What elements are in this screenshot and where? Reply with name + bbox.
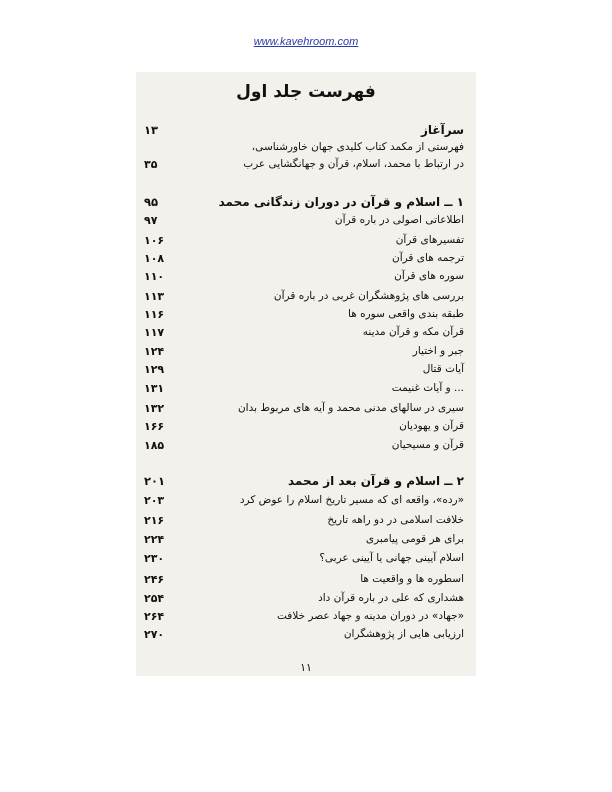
toc-entry bbox=[136, 590, 476, 607]
toc-entry bbox=[136, 437, 476, 454]
toc-entry bbox=[136, 400, 476, 417]
toc-entry bbox=[136, 626, 476, 643]
toc-entry-label: طبقه بندی واقعی سوره ها bbox=[348, 308, 464, 320]
toc-entry-label: در ارتباط با محمد، اسلام، قرآن و جهانگشایی عرب bbox=[243, 158, 464, 170]
toc-entry-page: ۱۶۶ bbox=[144, 420, 165, 433]
toc-section-heading bbox=[136, 194, 476, 211]
toc-section-heading bbox=[136, 473, 476, 490]
toc-entry-page: ۲۲۴ bbox=[144, 533, 165, 546]
toc-entry-label: خلافت اسلامی در دو راهه تاریخ bbox=[327, 514, 464, 526]
toc-entry bbox=[136, 156, 476, 173]
toc-entry-label: هشداری که علی در باره قرآن داد bbox=[318, 592, 464, 604]
toc-entry-page: ۹۷ bbox=[144, 214, 158, 227]
toc-entry bbox=[136, 139, 476, 156]
toc-entry-label: «رده»، واقعه ای که مسیر تاریخ اسلام را عوض کرد bbox=[239, 494, 464, 506]
toc-entry bbox=[136, 380, 476, 397]
toc-entry bbox=[136, 608, 476, 625]
toc-entry-label: سیری در سالهای مدنی محمد و آیه های مربوط بدان bbox=[237, 402, 464, 414]
toc-entry-label: ۱ ــ اسلام و قرآن در دوران زندگانی محمد bbox=[218, 195, 464, 209]
toc-entry-page: ۱۱۳ bbox=[144, 290, 165, 303]
toc-entry-label: تفسیرهای قرآن bbox=[395, 234, 464, 246]
document-page bbox=[136, 72, 476, 676]
toc-entry bbox=[136, 232, 476, 249]
toc-entry-page: ۲۰۱ bbox=[144, 474, 166, 488]
toc-entry-page: ۲۶۴ bbox=[144, 610, 165, 623]
toc-entry-label: اسلام آیینی جهانی یا آیینی عربی؟ bbox=[319, 552, 464, 564]
toc-entry bbox=[136, 343, 476, 360]
toc-entry-label: سوره های قرآن bbox=[394, 270, 464, 282]
toc-entry-page: ۱۸۵ bbox=[144, 439, 165, 452]
toc-entry-page: ۹۵ bbox=[144, 195, 159, 209]
toc-title: فهرست جلد اول bbox=[236, 82, 376, 102]
toc-entry bbox=[136, 571, 476, 588]
toc-entry-label: بررسی های پژوهشگران غربی در باره قرآن bbox=[273, 290, 464, 302]
toc-entry-label: قرآن مکه و قرآن مدینه bbox=[362, 326, 464, 338]
toc-entry-label: ... و آیات غنیمت bbox=[391, 382, 464, 394]
toc-entry-page: ۲۵۴ bbox=[144, 592, 165, 605]
toc-entry-label: آیات قتال bbox=[422, 363, 464, 375]
toc-entry bbox=[136, 531, 476, 548]
toc-entry-page: ۲۰۳ bbox=[144, 494, 165, 507]
toc-entry-page: ۱۲۴ bbox=[144, 345, 165, 358]
toc-entry-label: ترجمه های قرآن bbox=[392, 252, 464, 264]
toc-entry bbox=[136, 288, 476, 305]
toc-entry-label: «جهاد» در دوران مدینه و جهاد عصر خلافت bbox=[277, 610, 464, 622]
toc-entry-label: ارزیابی هایی از پژوهشگران bbox=[343, 628, 464, 640]
toc-entry-page: ۱۲۹ bbox=[144, 363, 165, 376]
toc-entry-label: فهرستی از مکمد کتاب کلیدی جهان خاورشناسی، bbox=[251, 141, 464, 153]
toc-entry-page: ۲۷۰ bbox=[144, 628, 165, 641]
toc-entry bbox=[136, 550, 476, 567]
toc-entry-page: ۱۳۲ bbox=[144, 402, 165, 415]
toc-entry-page: ۱۱۶ bbox=[144, 308, 165, 321]
toc-entry bbox=[136, 418, 476, 435]
toc-entry-page: ۱۰۸ bbox=[144, 252, 165, 265]
toc-entry bbox=[136, 492, 476, 509]
toc-entry-label: اطلاعاتی اصولی در باره قرآن bbox=[334, 214, 464, 226]
toc-entry-page: ۱۱۷ bbox=[144, 326, 165, 339]
toc-entry-page: ۱۳ bbox=[144, 123, 159, 137]
toc-entry bbox=[136, 212, 476, 229]
toc-entry-label: قرآن و یهودیان bbox=[399, 420, 464, 432]
toc-entry bbox=[136, 512, 476, 529]
toc-entry-label: قرآن و مسیحیان bbox=[391, 439, 464, 451]
toc-entry-page: ۳۵ bbox=[144, 158, 158, 171]
toc-entry bbox=[136, 306, 476, 323]
page-number: ۱۱ bbox=[300, 661, 312, 674]
toc-entry-page: ۱۱۰ bbox=[144, 270, 165, 283]
toc-entry-label: ۲ ــ اسلام و قرآن بعد از محمد bbox=[287, 474, 464, 488]
toc-entry-page: ۲۳۰ bbox=[144, 552, 165, 565]
toc-entry-page: ۱۰۶ bbox=[144, 234, 165, 247]
toc-entry-page: ۱۳۱ bbox=[144, 382, 165, 395]
toc-entry-page: ۲۴۶ bbox=[144, 573, 165, 586]
toc-entry-page: ۲۱۶ bbox=[144, 514, 165, 527]
toc-entry bbox=[136, 250, 476, 267]
toc-entry bbox=[136, 122, 476, 139]
site-url-link[interactable]: www.kavehroom.com bbox=[253, 36, 359, 48]
toc-entry-label: برای هر قومی پیامبری bbox=[365, 533, 464, 545]
toc-entry-label: جبر و اختیار bbox=[412, 345, 464, 357]
toc-entry bbox=[136, 361, 476, 378]
toc-entry bbox=[136, 268, 476, 285]
toc-entry-label: اسطوره ها و واقعیت ها bbox=[360, 573, 464, 585]
toc-entry bbox=[136, 324, 476, 341]
toc-entry-label: سرآغاز bbox=[421, 123, 464, 137]
